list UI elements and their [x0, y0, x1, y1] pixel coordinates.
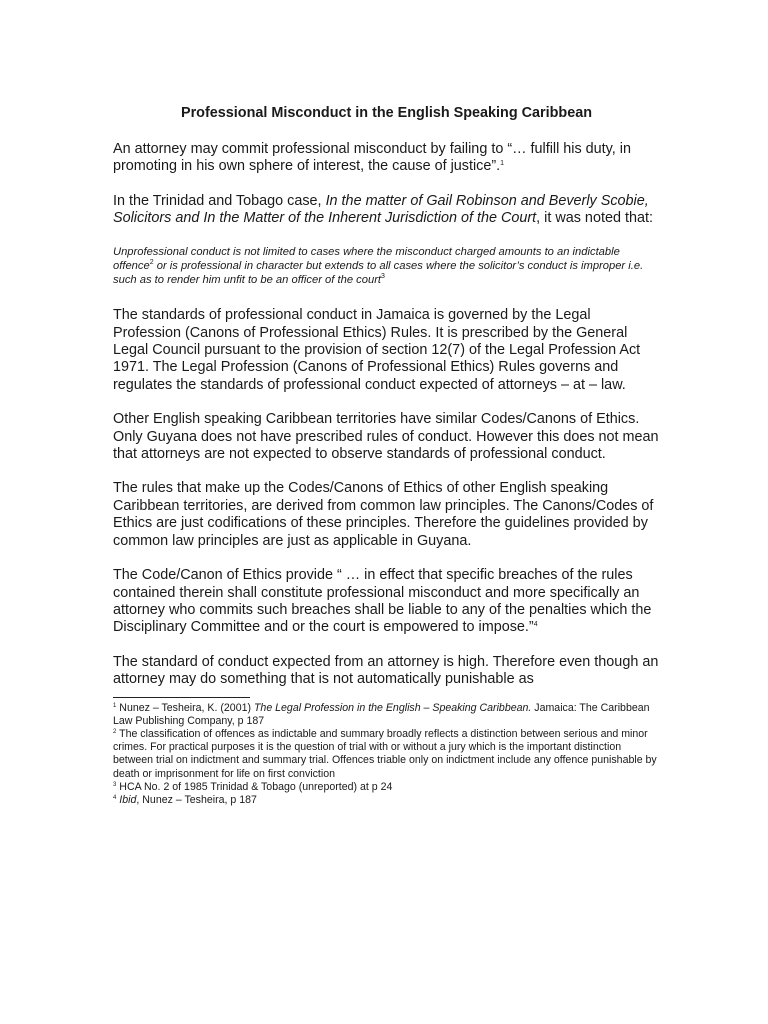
paragraph-2-lead: In the Trinidad and Tobago case,: [113, 192, 326, 209]
footnote-text: HCA No. 2 of 1985 Trinidad & Tobago (unreported) at p 24: [116, 780, 393, 793]
document-title: Professional Misconduct in the English Speaking Caribbean: [180, 105, 592, 121]
paragraph-5: The rules that make up the Codes/Canons of Ethics of other English speaking Caribbean territories, are derived from common law principles. The Canons/Codes of Ethics are just codifications of these principles. Therefore the guidelines provided by common law principles are just as applicable in Guyana.: [113, 480, 654, 549]
footnote-title: The Legal Profession in the English – Speaking Caribbean.: [253, 701, 532, 714]
quote-part-1: Unprofessional conduct is not limited to cases where the misconduct charged amounts to an indictable offence: [113, 245, 620, 272]
paragraph-4: Other English speaking Caribbean territories have similar Codes/Canons of Ethics. Only Guyana does not have prescribed rules of conduct. However this does not mean that attorneys are not expected to observe standards of professional conduct.: [113, 411, 659, 463]
footnote-text: The classification of offences as indictable and summary broadly reflects a distinction between serious and minor crimes. For practical purposes it is the question of trial with or without a jury which is the important distinction between trial on indictment and summary trial. Offences triable only on indictment include any offence punishable by death or imprisonment for life on first conviction: [113, 727, 657, 780]
paragraph-1: [113, 141, 660, 176]
footnote-separator: [113, 697, 250, 698]
footnote-1: [113, 702, 660, 728]
footnote-number: 1: [113, 702, 117, 709]
footnote-ref-3: 3: [381, 273, 385, 281]
paragraph-1-text: An attorney may commit professional misconduct by failing to “… fulfill his duty, in promoting in his own sphere of interest, the cause of justice”.: [113, 141, 632, 175]
footnote-2: [113, 728, 660, 781]
paragraph-6-text: The Code/Canon of Ethics provide “ … in effect that specific breaches of the rules contained therein shall constitute professional misconduct and more specifically an attorney who commits such breaches shall be liable to any of the penalties which the Disciplinary Committee and or the court is empowered to impose.”: [113, 567, 652, 636]
footnote-text-tail: , Nunez – Tesheira, p 187: [136, 793, 257, 806]
paragraph-7: The standard of conduct expected from an attorney is high. Therefore even though an attorney may do something that is not automatically punishable as: [113, 653, 659, 688]
footnote-ref-2: 2: [149, 258, 154, 266]
paragraph-3: The standards of professional conduct in Jamaica is governed by the Legal Profession (Canons of Professional Ethics) Rules. It is prescribed by the General Legal Council pursuant to the provision of section 12(7) of the Legal Profession Act 1971. The Legal Profession (Canons of Professional Ethics) Rules governs and regulates the standards of professional conduct expected of attorneys – at – law.: [113, 307, 641, 393]
footnote-4: [113, 794, 660, 807]
case-name: In the matter of Gail Robinson and Beverly Scobie, Solicitors and In the Matter of the Inherent Jurisdiction of the Court: [113, 192, 649, 227]
footnote-ref-1: 1: [500, 160, 505, 168]
footnote-ref-4: 4: [533, 621, 538, 629]
footnote-number: 3: [113, 781, 117, 788]
footnote-number: 2: [113, 728, 117, 735]
paragraph-2: [113, 193, 660, 228]
footnote-text-tail: Jamaica: The Caribbean Law Publishing Company, p 187: [113, 701, 650, 727]
quote-part-2: or is professional in character but extends to all cases where the solicitor’s conduct is improper i.e. such as to render him unfit to be an officer of the court: [113, 259, 644, 287]
footnotes: [113, 702, 660, 808]
paragraph-6: [113, 567, 660, 637]
paragraph-2-tail: , it was noted that:: [536, 210, 653, 227]
footnote-3: [113, 781, 660, 794]
block-quote: [113, 245, 660, 288]
footnote-title: Ibid: [119, 793, 137, 806]
footnote-text: Nunez – Tesheira, K. (2001): [116, 701, 254, 714]
footnote-number: 4: [113, 794, 117, 801]
